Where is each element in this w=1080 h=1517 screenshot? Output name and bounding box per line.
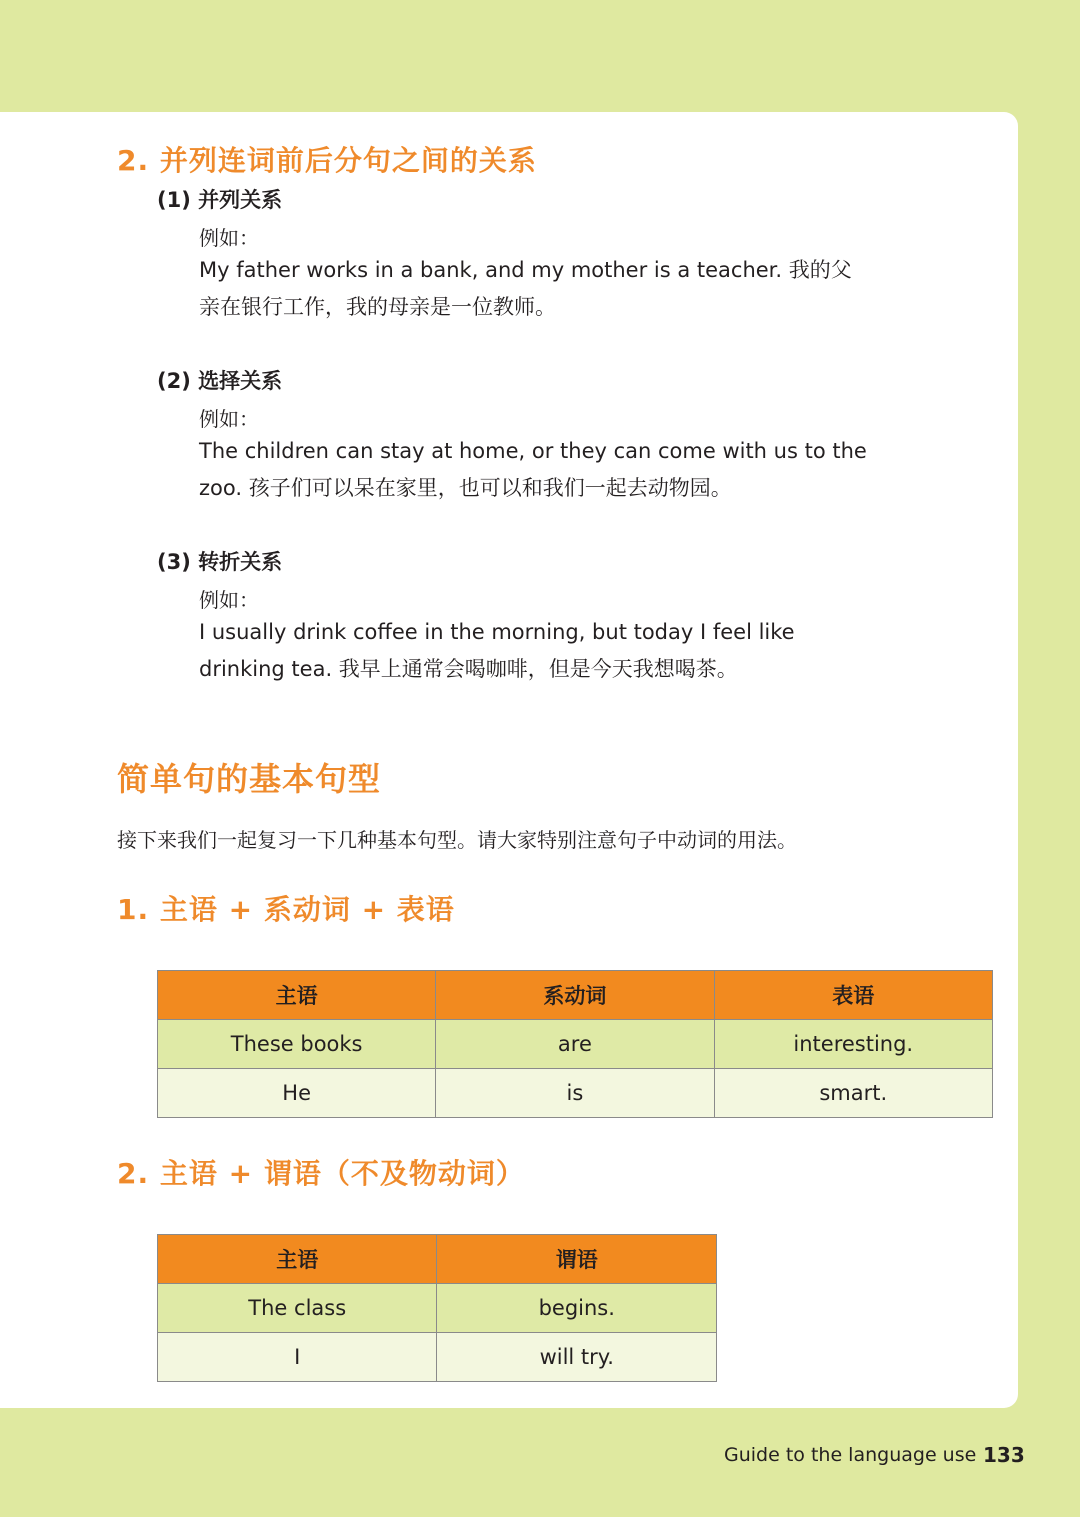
example-sentence: I usually drink coffee in the morning, but today I feel like drinking tea. 我早上通常会喝咖啡，但是今天我想喝茶。: [199, 620, 795, 681]
column-header: 主语: [158, 971, 436, 1020]
pattern2-title: 2. 主语 + 谓语（不及物动词）: [117, 1157, 525, 1190]
table-cell: is: [436, 1069, 714, 1118]
subheading-coordinate: (1) 并列关系: [157, 188, 283, 212]
example-label: 例如：: [199, 226, 259, 250]
section-title-conjunctions: 2. 并列连词前后分句之间的关系: [117, 144, 537, 177]
column-header: 谓语: [437, 1235, 717, 1284]
pattern1-title: 1. 主语 + 系动词 + 表语: [117, 893, 455, 926]
table-cell: The class: [158, 1284, 437, 1333]
table-row: [158, 1333, 717, 1382]
intro-paragraph: 接下来我们一起复习一下几种基本句型。请大家特别注意句子中动词的用法。: [117, 828, 797, 852]
table-cell: will try.: [437, 1333, 717, 1382]
example-sentence: My father works in a bank, and my mother is a teacher. 我的父亲在银行工作，我的母亲是一位教师。: [199, 258, 852, 319]
column-header: 系动词: [436, 971, 714, 1020]
table-cell: interesting.: [714, 1020, 993, 1069]
table-header-row: [158, 971, 993, 1020]
table-cell: begins.: [437, 1284, 717, 1333]
table-header-row: [158, 1235, 717, 1284]
table-row: [158, 1284, 717, 1333]
footer-book-title: Guide to the language use: [724, 1444, 977, 1466]
table-cell: He: [158, 1069, 436, 1118]
page-number: 133: [983, 1443, 1025, 1467]
table-row: [158, 1020, 993, 1069]
pattern2-table: [157, 1234, 717, 1382]
section-title-simple-sentences: 简单句的基本句型: [117, 760, 382, 798]
example-label: 例如：: [199, 588, 259, 612]
example-label: 例如：: [199, 407, 259, 431]
table-cell: are: [436, 1020, 714, 1069]
example-sentence: The children can stay at home, or they can come with us to the zoo. 孩子们可以呆在家里，也可以和我们一起去动物园。: [199, 439, 867, 500]
subheading-adversative: (3) 转折关系: [157, 550, 283, 574]
column-header: 表语: [714, 971, 993, 1020]
table-cell: I: [158, 1333, 437, 1382]
subheading-alternative: (2) 选择关系: [157, 369, 283, 393]
pattern1-table: [157, 970, 993, 1118]
table-cell: These books: [158, 1020, 436, 1069]
table-row: [158, 1069, 993, 1118]
column-header: 主语: [158, 1235, 437, 1284]
table-cell: smart.: [714, 1069, 993, 1118]
